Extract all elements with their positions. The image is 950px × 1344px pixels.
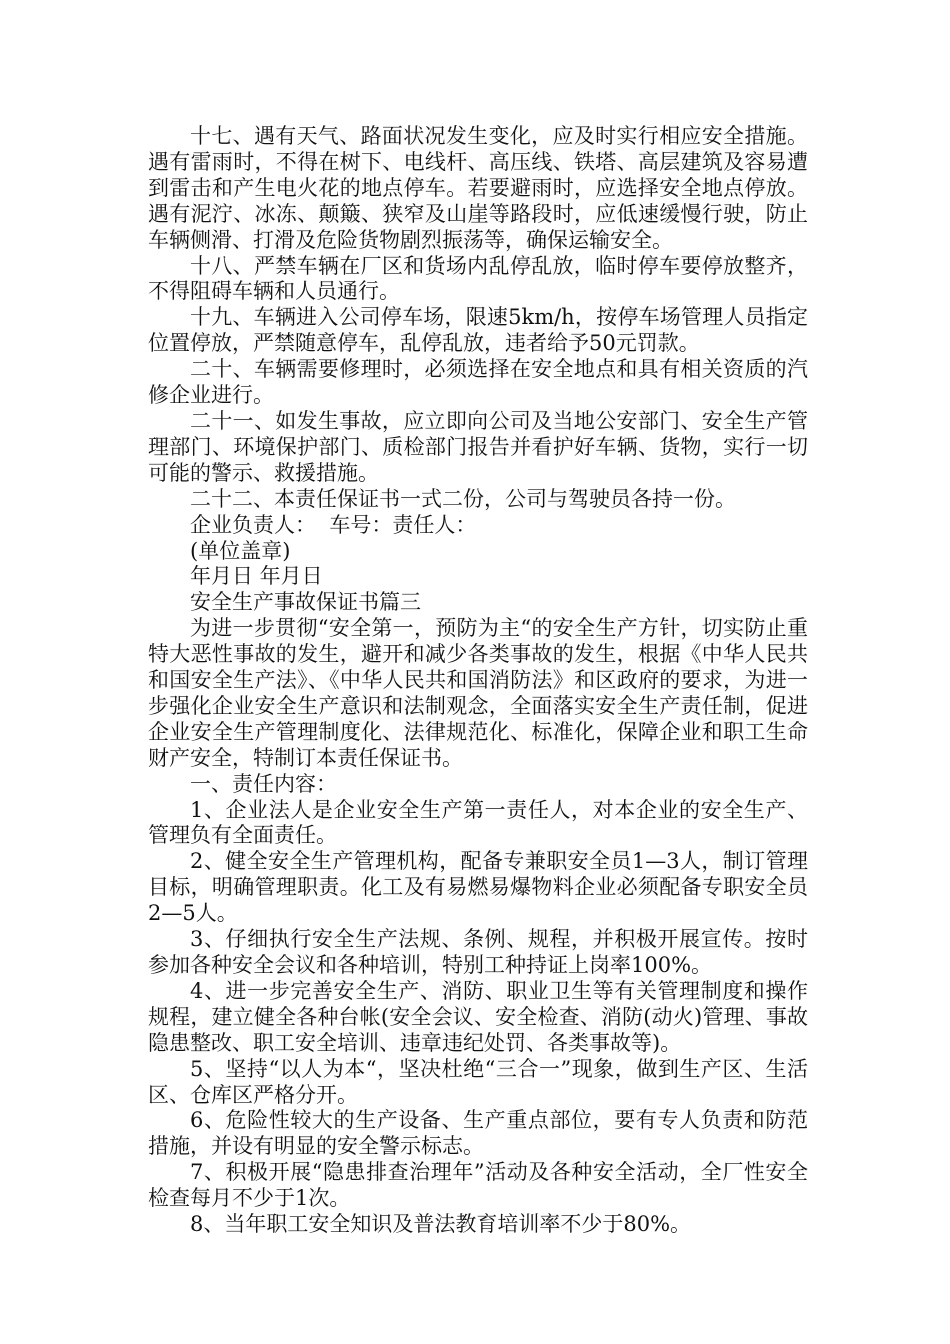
intro-paragraph: 为进一步贯彻“安全第一，预防为主“的安全生产方针，切实防止重特大恶性事故的发生，避开和减少各类事故的发生，根据《中华人民共和国安全生产法》、《中华人民共和国消防法》和区政府的要求，为进一步强化企业安全生产意识和法制观念，全面落实安全生产责任制，促进企业安全生产管理制度化、法律规范化、标准化，保障企业和职工生命财产安全，特制订本责任保证书。 bbox=[148, 616, 808, 770]
paragraph-22: 二十二、本责任保证书一式二份，公司与驾驶员各持一份。 bbox=[190, 486, 736, 511]
item-6: 6、危险性较大的生产设备、生产重点部位，要有专人负责和防范措施，并设有明显的安全警示标志。 bbox=[148, 1108, 808, 1159]
paragraph-21: 二十一、如发生事故，应立即向公司及当地公安部门、安全生产管理部门、环境保护部门、质检部门报告并看护好车辆、货物，实行一切可能的警示、救援措施。 bbox=[148, 408, 808, 485]
signature-line: 企业负责人： 车号：责任人： bbox=[190, 512, 477, 537]
item-2: 2、健全安全生产管理机构，配备专兼职安全员1—3人，制订管理目标，明确管理职责。化工及有易燃易爆物料企业必须配备专职安全员2—5人。 bbox=[148, 849, 808, 926]
item-4: 4、进一步完善安全生产、消防、职业卫生等有关管理制度和操作规程，建立健全各种台帐(安全会议、安全检查、消防(动火)管理、事故隐患整改、职工安全培训、违章违纪处罚、各类事故等)。 bbox=[148, 978, 808, 1055]
item-8: 8、当年职工安全知识及普法教育培训率不少于80%。 bbox=[190, 1212, 692, 1237]
paragraph-19: 十九、车辆进入公司停车场，限速5km/h，按停车场管理人员指定位置停放，严禁随意停车，乱停乱放，违者给予50元罚款。 bbox=[148, 305, 808, 356]
item-5: 5、坚持“以人为本“，坚决杜绝“三合一”现象，做到生产区、生活区、仓库区严格分开。 bbox=[148, 1056, 808, 1107]
paragraph-20: 二十、车辆需要修理时，必须选择在安全地点和具有相关资质的汽修企业进行。 bbox=[148, 357, 808, 408]
paragraph-17: 十七、遇有天气、路面状况发生变化，应及时实行相应安全措施。遇有雷雨时，不得在树下、电线杆、高压线、铁塔、高层建筑及容易遭到雷击和产生电火花的地点停车。若要避雨时，应选择安全地点停放。遇有泥泞、冰冻、颠簸、狭窄及山崖等路段时，应低速缓慢行驶，防止车辆侧滑、打滑及危险货物剧烈振荡等，确保运输安全。 bbox=[148, 124, 808, 252]
item-1: 1、企业法人是企业安全生产第一责任人，对本企业的安全生产、管理负有全面责任。 bbox=[148, 797, 808, 848]
seal-line: (单位盖章) bbox=[190, 538, 291, 563]
paragraph-18: 十八、严禁车辆在厂区和货场内乱停乱放，临时停车要停放整齐，不得阻碍车辆和人员通行。 bbox=[148, 253, 808, 304]
document-body bbox=[148, 124, 808, 1238]
responsibility-heading: 一、责任内容： bbox=[190, 771, 337, 796]
date-line: 年月日 年月日 bbox=[190, 564, 323, 589]
item-7: 7、积极开展“隐患排查治理年”活动及各种安全活动，全厂性安全检查每月不少于1次。 bbox=[148, 1160, 808, 1211]
item-3: 3、仔细执行安全生产法规、条例、规程，并积极开展宣传。按时参加各种安全会议和各种培训，特别工种持证上岗率100%。 bbox=[148, 927, 808, 977]
section-title: 安全生产事故保证书篇三 bbox=[190, 590, 421, 615]
